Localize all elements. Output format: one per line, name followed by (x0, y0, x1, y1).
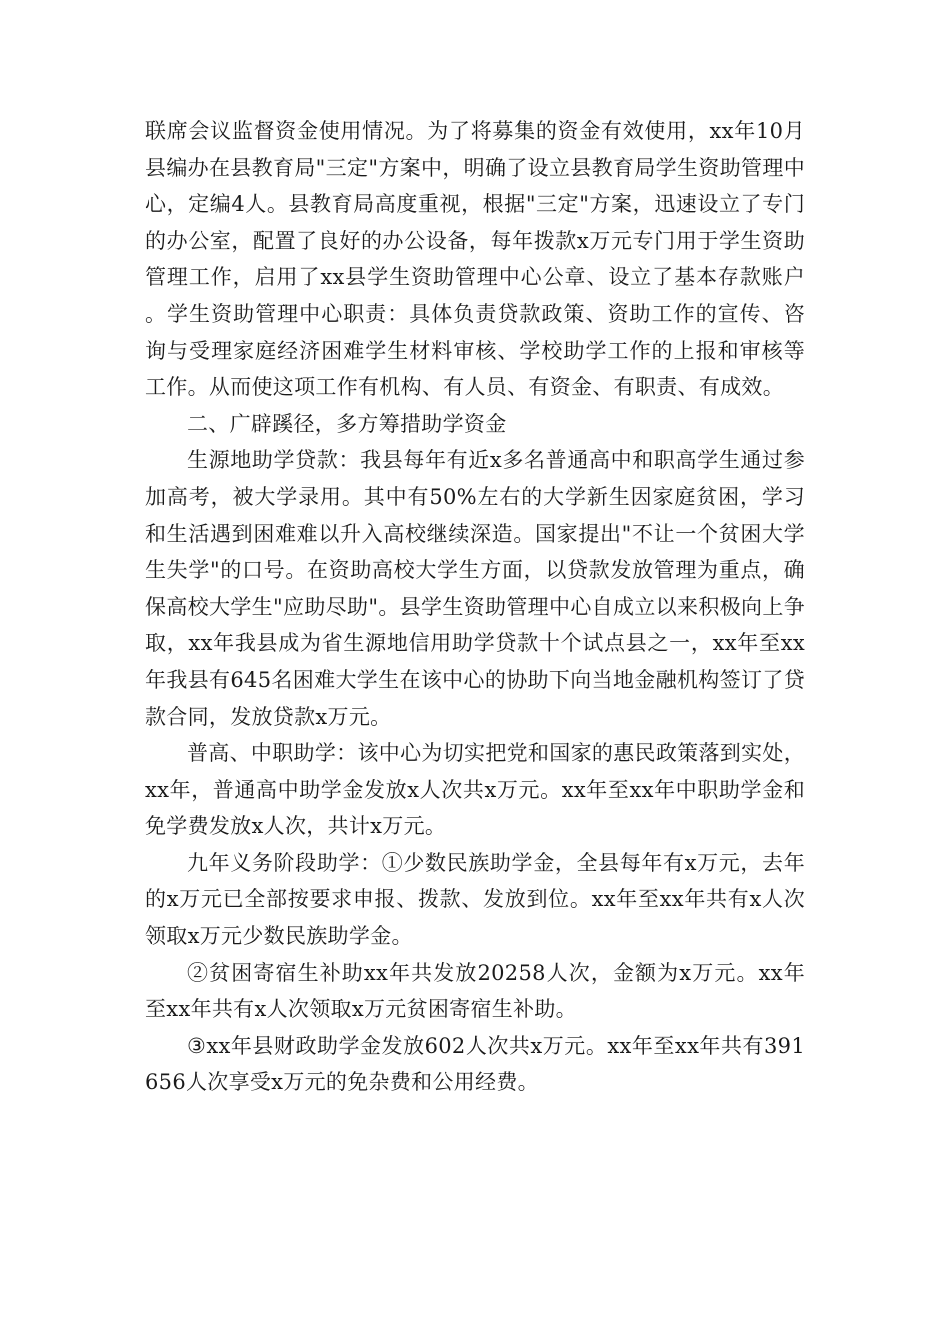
paragraph-student-loans: 生源地助学贷款：我县每年有近x多名普通高中和职高学生通过参加高考，被大学录用。其中有50%左右的大学新生因家庭贫困，学习和生活遇到困难难以升入高校继续深造。国家提出"不让一个贫困大学生失学"的口号。在资助高校大学生方面，以贷款发放管理为重点，确保高校大学生"应助尽助"。县学生资助管理中心自成立以来积极向上争取，xx年我县成为省生源地信用助学贷款十个试点县之一，xx年至xx年我县有645名困难大学生在该中心的协助下向当地金融机构签订了贷款合同，发放贷款x万元。 (145, 448, 805, 729)
paragraph-high-school-aid: 普高、中职助学：该中心为切实把党和国家的惠民政策落到实处， xx年，普通高中助学金发放x人次共x万元。xx年至xx年中职助学金和免学费发放x人次，共计x万元。 (145, 741, 805, 839)
paragraph-county-grant: ③xx年县财政助学金发放602人次共x万元。xx年至xx年共有391656人次享受x万元的免杂费和公用经费。 (145, 1033, 805, 1095)
paragraph-funding-supervision: 联席会议监督资金使用情况。为了将募集的资金有效使用，xx年10月县编办在县教育局"三定"方案中，明确了设立县教育局学生资助管理中心，定编4人。县教育局高度重视，根据"三定"方案，迅速设立了专门的办公室，配置了良好的办公设备，每年拨款x万元专门用于学生资助管理工作，启用了xx县学生资助管理中心公章、设立了基本存款账户。学生资助管理中心职责：具体负责贷款政策、资助工作的宣传、咨询与受理家庭经济困难学生材料审核、学校助学工作的上报和审核等工作。从而使这项工作有机构、有人员、有资金、有职责、有成效。 (145, 119, 805, 400)
document-body (145, 113, 805, 1101)
paragraph-boarding-subsidy: ②贫困寄宿生补助xx年共发放20258人次，金额为x万元。xx年至xx年共有x人次领取x万元贫困寄宿生补助。 (145, 960, 805, 1022)
paragraph-compulsory-education-aid: 九年义务阶段助学：①少数民族助学金，全县每年有x万元，去年的x万元已全部按要求申报、拨款、发放到位。xx年至xx年共有x人次领取x万元少数民族助学金。 (145, 850, 805, 949)
section-heading-funding-sources: 二、广辟蹊径，多方筹措助学资金 (187, 411, 507, 436)
